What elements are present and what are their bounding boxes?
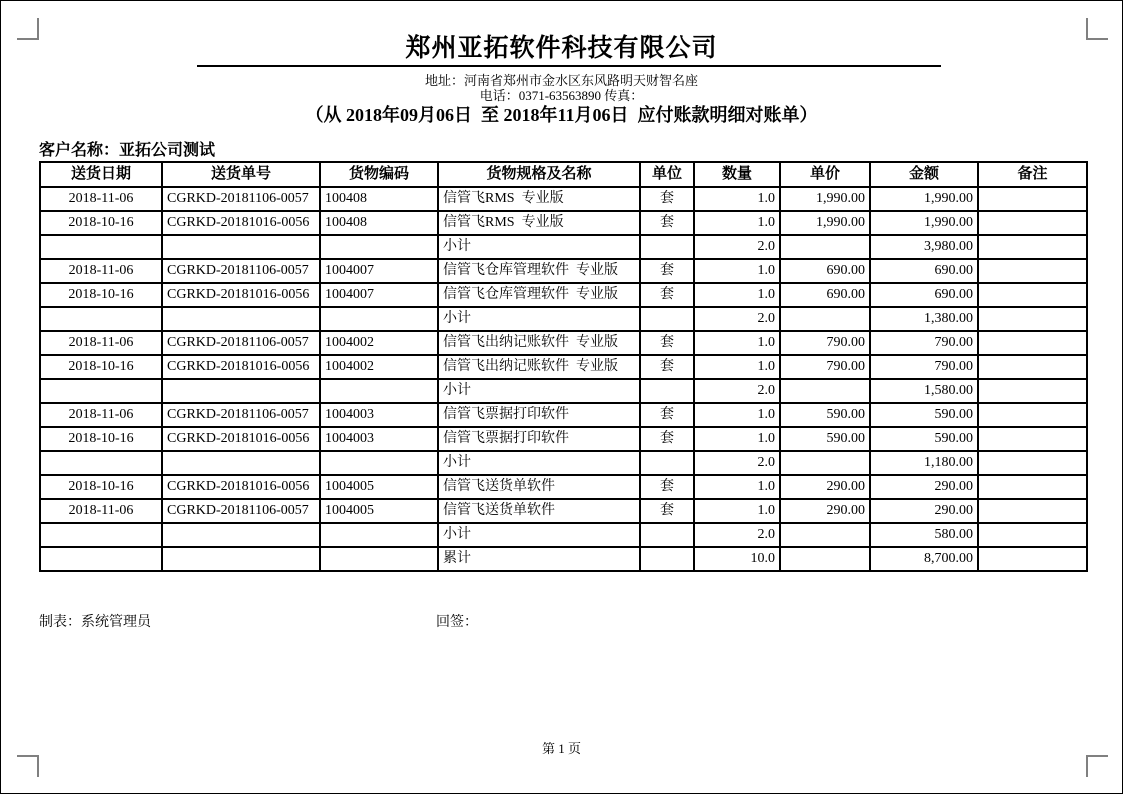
- cell-remark: [978, 547, 1087, 571]
- cell-unit-price: 1,990.00: [780, 187, 870, 211]
- cell-order-no: CGRKD-20181106-0057: [162, 403, 320, 427]
- cell-qty: 1.0: [694, 499, 780, 523]
- header-unit: 单位: [640, 162, 694, 187]
- cell-remark: [978, 331, 1087, 355]
- cell-unit: [640, 235, 694, 259]
- cell-amount: 1,990.00: [870, 211, 978, 235]
- cell-order-no: CGRKD-20181106-0057: [162, 331, 320, 355]
- cell-date: 2018-10-16: [40, 427, 162, 451]
- cell-remark: [978, 451, 1087, 475]
- address-line: 地址：河南省郑州市金水区东风路明天财智名座: [424, 73, 698, 88]
- header-order-no: 送货单号: [162, 162, 320, 187]
- cell-amount: 8,700.00: [870, 547, 978, 571]
- cell-amount: 1,180.00: [870, 451, 978, 475]
- cell-amount: 790.00: [870, 355, 978, 379]
- cell-unit: 套: [640, 331, 694, 355]
- cell-remark: [978, 235, 1087, 259]
- table-row: [40, 427, 1087, 451]
- cell-amount: 290.00: [870, 499, 978, 523]
- cell-unit: 套: [640, 211, 694, 235]
- cell-item-code: 1004007: [320, 283, 438, 307]
- cell-date: [40, 523, 162, 547]
- table-row: [40, 283, 1087, 307]
- cell-remark: [978, 307, 1087, 331]
- table-row: [40, 403, 1087, 427]
- cell-item-code: [320, 379, 438, 403]
- cell-unit: [640, 451, 694, 475]
- cell-remark: [978, 475, 1087, 499]
- subtotal-row: [40, 235, 1087, 259]
- header-date: 送货日期: [40, 162, 162, 187]
- cell-unit-price: [780, 235, 870, 259]
- cell-date: 2018-11-06: [40, 259, 162, 283]
- cell-remark: [978, 355, 1087, 379]
- cell-unit: 套: [640, 187, 694, 211]
- prepared-by-label: 制表：系统管理员: [39, 615, 151, 630]
- cell-item-code: [320, 547, 438, 571]
- cell-qty: 2.0: [694, 235, 780, 259]
- cell-order-no: [162, 307, 320, 331]
- cell-amount: 1,580.00: [870, 379, 978, 403]
- cell-unit-price: [780, 379, 870, 403]
- cell-amount: 1,990.00: [870, 187, 978, 211]
- cell-date: [40, 307, 162, 331]
- table-row: [40, 355, 1087, 379]
- cell-qty: 1.0: [694, 331, 780, 355]
- cell-qty: 1.0: [694, 427, 780, 451]
- statement-table: [39, 161, 1088, 572]
- cell-qty: 10.0: [694, 547, 780, 571]
- cell-order-no: [162, 235, 320, 259]
- cell-item-name: 信管飞出纳记账软件 专业版: [438, 331, 640, 355]
- header-unit-price: 单价: [780, 162, 870, 187]
- subtotal-row: [40, 523, 1087, 547]
- cell-unit-price: 690.00: [780, 259, 870, 283]
- cell-date: 2018-10-16: [40, 211, 162, 235]
- cell-date: 2018-10-16: [40, 283, 162, 307]
- table-row: [40, 211, 1087, 235]
- header-remark: 备注: [978, 162, 1087, 187]
- cell-item-name: 小计: [438, 307, 640, 331]
- cell-item-name: 信管飞仓库管理软件 专业版: [438, 259, 640, 283]
- cell-unit-price: 590.00: [780, 427, 870, 451]
- cell-unit: 套: [640, 475, 694, 499]
- cell-item-code: 1004005: [320, 475, 438, 499]
- header-amount: 金额: [870, 162, 978, 187]
- table-row: [40, 475, 1087, 499]
- subtotal-row: [40, 451, 1087, 475]
- cell-order-no: CGRKD-20181106-0057: [162, 499, 320, 523]
- cell-qty: 2.0: [694, 451, 780, 475]
- cell-item-code: [320, 451, 438, 475]
- cell-remark: [978, 427, 1087, 451]
- cell-item-code: 1004007: [320, 259, 438, 283]
- table-row: [40, 259, 1087, 283]
- cell-item-name: 信管飞仓库管理软件 专业版: [438, 283, 640, 307]
- header-item-name: 货物规格及名称: [438, 162, 640, 187]
- cell-date: [40, 379, 162, 403]
- cell-item-name: 累计: [438, 547, 640, 571]
- cell-date: 2018-11-06: [40, 403, 162, 427]
- cell-qty: 1.0: [694, 403, 780, 427]
- cell-order-no: CGRKD-20181016-0056: [162, 427, 320, 451]
- text-boundary-mark-bottom-left: [37, 755, 39, 777]
- cell-amount: 1,380.00: [870, 307, 978, 331]
- cell-order-no: [162, 379, 320, 403]
- cell-unit: [640, 523, 694, 547]
- cell-item-name: 信管飞送货单软件: [438, 475, 640, 499]
- cell-order-no: CGRKD-20181016-0056: [162, 355, 320, 379]
- header-qty: 数量: [694, 162, 780, 187]
- cell-remark: [978, 523, 1087, 547]
- cell-item-name: 小计: [438, 379, 640, 403]
- table-body: [40, 187, 1087, 571]
- cell-item-name: 小计: [438, 235, 640, 259]
- cell-order-no: CGRKD-20181106-0057: [162, 259, 320, 283]
- cell-unit: 套: [640, 355, 694, 379]
- subtotal-row: [40, 379, 1087, 403]
- cell-order-no: CGRKD-20181016-0056: [162, 283, 320, 307]
- page-number: 第 1 页: [541, 741, 581, 756]
- cell-unit: [640, 379, 694, 403]
- cell-unit: 套: [640, 427, 694, 451]
- cell-unit: [640, 547, 694, 571]
- cell-amount: 590.00: [870, 427, 978, 451]
- table-header-row: [40, 162, 1087, 187]
- cell-amount: 590.00: [870, 403, 978, 427]
- cell-date: 2018-11-06: [40, 331, 162, 355]
- cell-unit: 套: [640, 283, 694, 307]
- cell-unit-price: 690.00: [780, 283, 870, 307]
- cell-item-name: 信管飞出纳记账软件 专业版: [438, 355, 640, 379]
- cell-unit-price: 790.00: [780, 355, 870, 379]
- cell-date: [40, 235, 162, 259]
- subtotal-row: [40, 307, 1087, 331]
- cell-qty: 1.0: [694, 475, 780, 499]
- cell-amount: 690.00: [870, 259, 978, 283]
- cell-item-code: 1004002: [320, 331, 438, 355]
- cell-order-no: [162, 451, 320, 475]
- statement-title: （从 2018年09月06日 至 2018年11月06日 应付账款明细对账单）: [305, 105, 818, 125]
- cell-item-name: 信管飞票据打印软件: [438, 403, 640, 427]
- cell-item-code: 100408: [320, 187, 438, 211]
- cell-unit-price: 290.00: [780, 475, 870, 499]
- cell-qty: 2.0: [694, 379, 780, 403]
- cell-remark: [978, 259, 1087, 283]
- cell-qty: 2.0: [694, 523, 780, 547]
- cell-order-no: [162, 547, 320, 571]
- table-row: [40, 499, 1087, 523]
- cell-date: 2018-11-06: [40, 187, 162, 211]
- header-item-code: 货物编码: [320, 162, 438, 187]
- cell-amount: 790.00: [870, 331, 978, 355]
- cell-item-name: 信管飞RMS 专业版: [438, 211, 640, 235]
- cell-remark: [978, 403, 1087, 427]
- cell-remark: [978, 283, 1087, 307]
- cell-order-no: CGRKD-20181016-0056: [162, 211, 320, 235]
- cell-unit-price: 790.00: [780, 331, 870, 355]
- cell-amount: 580.00: [870, 523, 978, 547]
- cell-item-code: 1004002: [320, 355, 438, 379]
- cell-remark: [978, 187, 1087, 211]
- cell-item-name: 信管飞送货单软件: [438, 499, 640, 523]
- cell-unit: 套: [640, 499, 694, 523]
- cell-date: 2018-11-06: [40, 499, 162, 523]
- cell-remark: [978, 379, 1087, 403]
- cell-qty: 1.0: [694, 211, 780, 235]
- cell-qty: 1.0: [694, 259, 780, 283]
- cell-amount: 3,980.00: [870, 235, 978, 259]
- cell-qty: 2.0: [694, 307, 780, 331]
- cell-date: [40, 547, 162, 571]
- cell-date: 2018-10-16: [40, 355, 162, 379]
- cell-qty: 1.0: [694, 283, 780, 307]
- cell-date: 2018-10-16: [40, 475, 162, 499]
- cell-item-code: 1004005: [320, 499, 438, 523]
- title-underline: [197, 65, 941, 67]
- cell-unit: 套: [640, 259, 694, 283]
- cell-remark: [978, 211, 1087, 235]
- cell-qty: 1.0: [694, 187, 780, 211]
- cell-item-code: 1004003: [320, 403, 438, 427]
- cell-unit-price: [780, 307, 870, 331]
- cell-order-no: CGRKD-20181016-0056: [162, 475, 320, 499]
- grand-total-row: [40, 547, 1087, 571]
- cell-amount: 690.00: [870, 283, 978, 307]
- company-name: 郑州亚拓软件科技有限公司: [405, 35, 718, 62]
- countersign-label: 回签：: [436, 615, 478, 630]
- cell-item-name: 小计: [438, 451, 640, 475]
- text-boundary-mark-bottom-right: [1086, 755, 1088, 777]
- cell-unit-price: [780, 451, 870, 475]
- cell-item-code: [320, 235, 438, 259]
- cell-unit: [640, 307, 694, 331]
- customer-name: 客户名称：亚拓公司测试: [39, 142, 216, 159]
- cell-qty: 1.0: [694, 355, 780, 379]
- cell-item-name: 小计: [438, 523, 640, 547]
- phone-fax-line: 电话：0371-63563890 传真：: [479, 88, 644, 103]
- cell-unit: 套: [640, 403, 694, 427]
- cell-remark: [978, 499, 1087, 523]
- cell-unit-price: [780, 523, 870, 547]
- cell-unit-price: 590.00: [780, 403, 870, 427]
- cell-order-no: [162, 523, 320, 547]
- cell-amount: 290.00: [870, 475, 978, 499]
- cell-item-code: 1004003: [320, 427, 438, 451]
- cell-item-name: 信管飞RMS 专业版: [438, 187, 640, 211]
- cell-unit-price: [780, 547, 870, 571]
- cell-item-name: 信管飞票据打印软件: [438, 427, 640, 451]
- cell-date: [40, 451, 162, 475]
- cell-unit-price: 290.00: [780, 499, 870, 523]
- table-row: [40, 187, 1087, 211]
- cell-unit-price: 1,990.00: [780, 211, 870, 235]
- table-row: [40, 331, 1087, 355]
- cell-order-no: CGRKD-20181106-0057: [162, 187, 320, 211]
- cell-item-code: [320, 307, 438, 331]
- cell-item-code: [320, 523, 438, 547]
- cell-item-code: 100408: [320, 211, 438, 235]
